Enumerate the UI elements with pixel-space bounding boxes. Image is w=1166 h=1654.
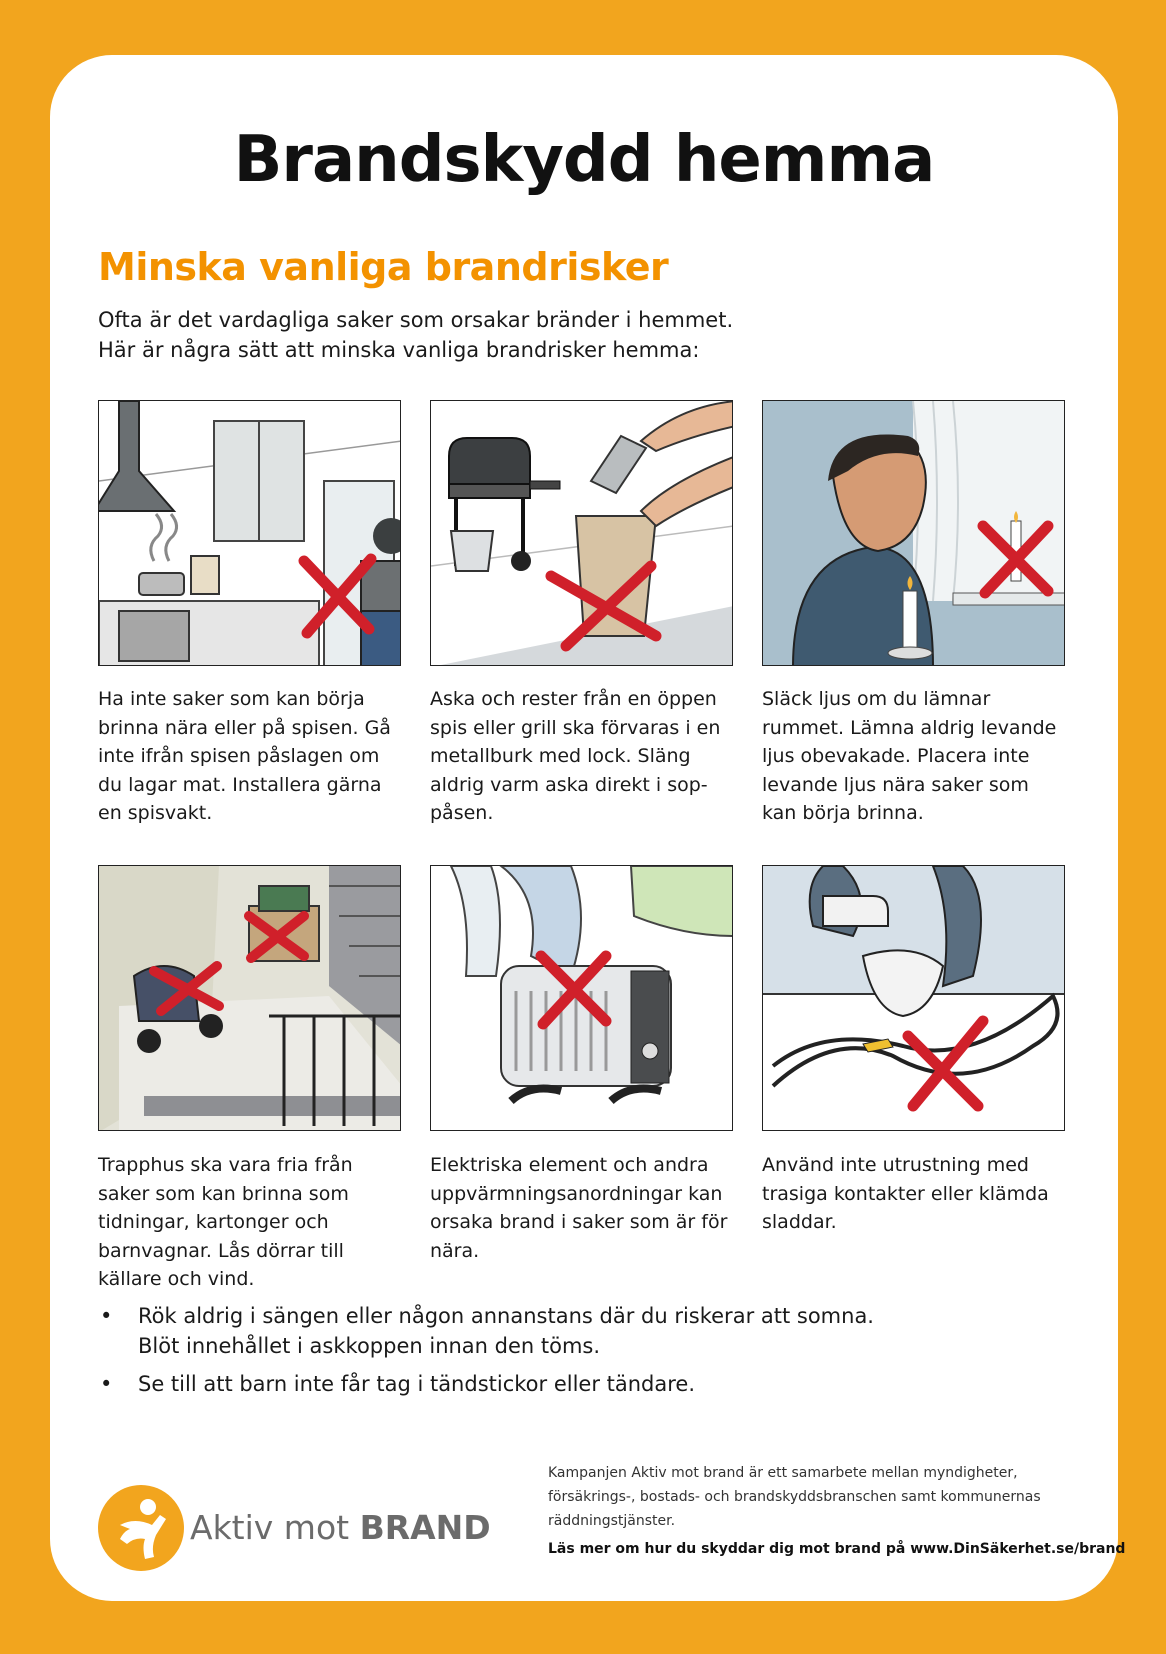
tip-3-illustration [762, 400, 1065, 666]
section-subtitle: Minska vanliga brandrisker [98, 245, 669, 289]
list-item [98, 1369, 998, 1399]
extra-tips-list [98, 1301, 998, 1407]
tip-5-illustration [430, 865, 733, 1131]
bullet-icon: • [100, 1372, 113, 1396]
tip-6-caption: Använd inte utrustning med trasiga kontakter eller klämda sladdar. [762, 1154, 1049, 1233]
poster-card [50, 55, 1126, 1601]
footer-campaign-text: Kampanjen Aktiv mot brand är ett samarbete mellan myndigheter, försäkrings-, bostads- och brandskyddsbranschen samt kommunernas räddningstjänster. [548, 1465, 1041, 1529]
tip-2-caption: Aska och rester från en öppen spis eller grill ska förvaras i en metallburk med lock. Släng aldrig varm aska direkt i sop-påsen. [430, 688, 721, 824]
intro-text [98, 305, 798, 365]
logo-wordmark [190, 1508, 491, 1547]
intro-line-1: Ofta är det vardagliga saker som orsakar bränder i hemmet. [98, 308, 734, 332]
bullet-1-line-2: Blöt innehållet i askkoppen innan den töms. [138, 1334, 601, 1358]
tip-4-caption: Trapphus ska vara fria från saker som kan brinna som tidningar, kartonger och barnvagnar. Lås dörrar till källare och vind. [98, 1154, 353, 1290]
bullet-icon: • [100, 1304, 113, 1328]
logo-text-light: Aktiv mot [190, 1508, 360, 1547]
page-title: Brandskydd hemma [233, 123, 935, 197]
tip-4-illustration [98, 865, 401, 1131]
footer-read-more: Läs mer om hur du skyddar dig mot brand på www.DinSäkerhet.se/brand [548, 1541, 1126, 1557]
tip-5-caption: Elektriska element och andra uppvärmningsanordningar kan orsaka brand i saker som är för nära. [430, 1154, 728, 1262]
tip-3-caption: Släck ljus om du lämnar rummet. Lämna aldrig levande ljus obevakade. Placera inte levande ljus nära saker som kan börja brinna. [762, 688, 1057, 824]
intro-line-2: Här är några sätt att minska vanliga brandrisker hemma: [98, 338, 700, 362]
footer-info [548, 1461, 1126, 1561]
tip-2-illustration [430, 400, 733, 666]
list-item [98, 1301, 998, 1361]
tip-1-caption: Ha inte saker som kan börja brinna nära eller på spisen. Gå inte ifrån spisen påslagen om du lagar mat. Installera gärna en spisvakt. [98, 688, 391, 824]
tip-1-illustration [98, 400, 401, 666]
logo-text-bold: BRAND [359, 1508, 491, 1547]
bullet-1-line-1: Rök aldrig i sängen eller någon annanstans där du riskerar att somna. [138, 1304, 874, 1328]
aktiv-mot-brand-logo-icon [98, 1485, 184, 1575]
tip-6-illustration [762, 865, 1065, 1131]
bullet-2-line-1: Se till att barn inte får tag i tändstickor eller tändare. [138, 1372, 696, 1396]
